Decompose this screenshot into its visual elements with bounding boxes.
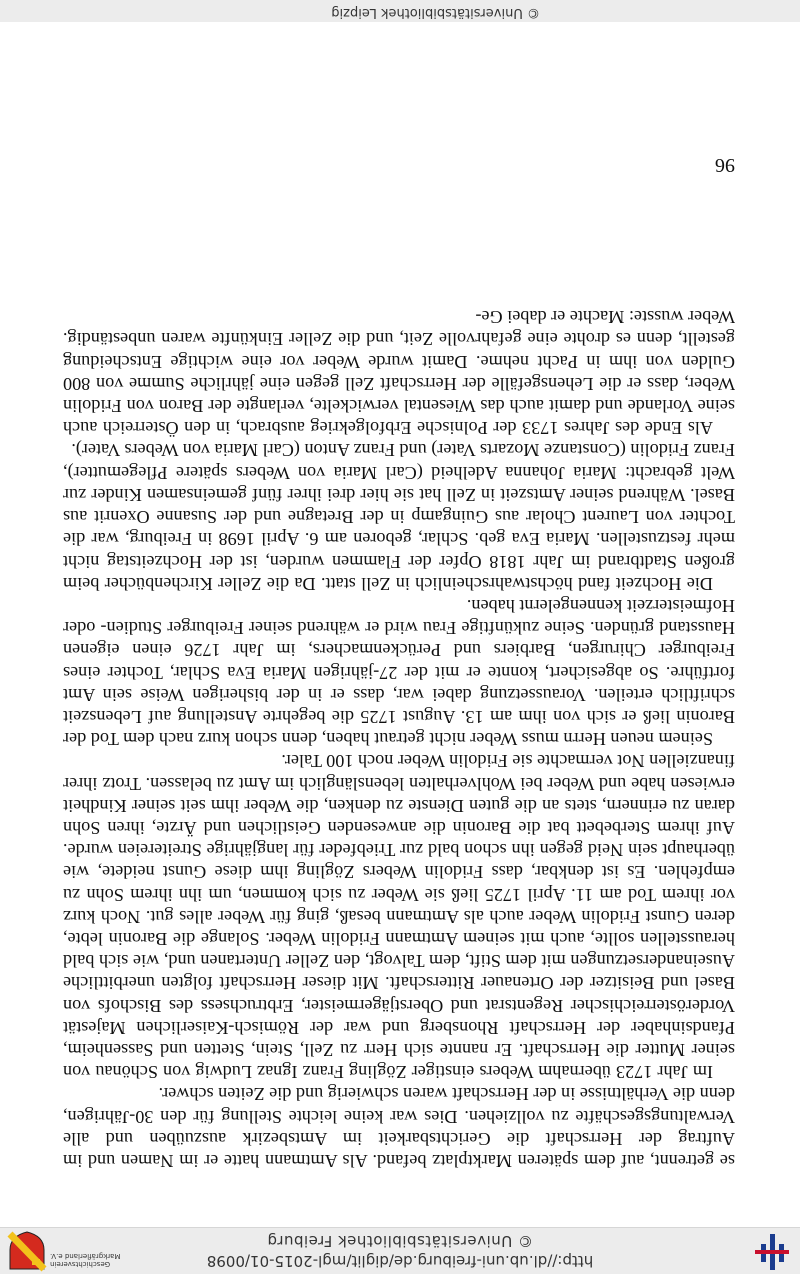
paragraph: Im Jahr 1723 übernahm Webers einstiger Zögling Franz Ignaz Ludwig von Schönau von seiner Mutter die Herrschaft. Er nannte sich Herr zu Zell, Stein, Stetten und Sassenheim, Pfandsinhaber der Herrschaft Rhonsberg und war der Römisch-Kaiserlichen Majestät Vorderösterreichischer Regentsrat und Oberstjägermeister, Erbtruchsess des Bischofs von Basel und Beisitzer der Ortenauer Ritterschaft. Mit dieser Herrschaft folgten unerbittliche Auseinandersetzungen mit dem Stift, dem Talvogt, den Zeller Untertanen und, wie sich bald herausstellen sollte, auch mit seinem Amtmann Fridolin Weber. Solange die Baronin lebte, deren Gunst Fridolin Weber auch als Amtmann besaß, ging für Weber alles gut. Noch kurz vor ihrem Tod am 11. April 1725 ließ sie Weber zu sich kommen, um ihn ihrem Sohn zu empfehlen. Es ist denkbar, dass Fridolin Webers Zögling ihm diese Gunst neidete, wie überhaupt sein Neid gegen ihn schon bald zur Triebfeder für langjährige Streitereien wurde. Auf ihrem Sterbebett bat die Baronin die anwesenden Geistlichen und Ärzte, ihren Sohn daran zu erinnern, stets an die guten Dienste zu denken, die Weber ihm seit seiner Kindheit erwiesen habe und Weber bei Wohlverhalten lebenslänglich im Amt zu belassen. Trotz ihrer finanziellen Not vermachte sie Fridolin Weber noch 100 Taler. [63,751,735,1083]
logo-caption: Geschichtsverein Markgräflerland e.V. [50,1252,121,1268]
paragraph: Die Hochzeit fand höchstwahrscheinlich in Zell statt. Da die Zeller Kirchenbücher beim großen Stadtbrand im Jahr 1818 Opfer der Flammen wurden, ist der Hochzeitstag nicht mehr festzustellen. Maria Eva geb. Schlar, geboren am 6. April 1698 in Freiburg, war die Tochter von Laurent Cholar aus Guingamp in der Bretagne und der Susanne Oxenrit aus Basel. Während seiner Amtszeit in Zell hat sie hier drei ihrer fünf gemeinsamen Kinder zur Welt gebracht: Maria Johanna Adelheid (Carl Maria von Webers spätere Pflegemutter), Franz Fridolin (Constanze Mozarts Vater) und Franz Anton (Carl Maria von Webers Vater). [63,440,735,594]
viewer-copyright: © Universitätsbibliothek Freiburg [267,1232,533,1250]
viewer-url[interactable]: http://dl.ub.uni-freiburg.de/diglit/mgl-2015-01/0098 [206,1252,594,1270]
paragraph: Als Ende des Jahres 1733 der Polnische Erbfolgekrieg ausbrach, in den Österreich auch seine Vorlande und damit auch das Wiesental verwickelte, verlangte der Baron von Fridolin Weber, dass er die Lehensgefälle der Herrschaft Zell gegen eine jährliche Summe von 800 Gulden von ihm in Pacht nehme. Damit wurde Weber vor eine wichtige Entscheidung gestellt, denn es drohte eine gefahrvolle Zeit, und die Zeller Einkünfte waren unbeständig. Weber wusste: Machte er dabei Ge- [63,307,735,439]
paragraph: Seinem neuen Herrn muss Weber nicht getraut haben, denn schon kurz nach dem Tod der Baronin ließ er sich von ihm am 13. August 1725 die begehrte Anstellung auf Lebenszeit schriftlich erteilen. Voraussetzung dabei war, dass er in der bisherigen Weise sein Amt fortführe. So abgesichert, konnte er mit der 27-jährigen Maria Eva Schlar, Tochter eines Freiburger Chirurgen, Barbiers und Perückenmachers, im Jahr 1726 einen eigenen Hausstand gründen. Seine zukünftige Frau wird er während seiner Freiburger Studien- oder Hofmeisterzeit kennengelernt haben. [63,595,735,750]
viewer-footer [0,0,800,22]
text-body [63,306,735,1172]
crest-icon [6,1230,48,1272]
footer-text: © Universitätsbibliothek Leipzig [331,5,540,20]
geschichtsverein-logo [6,1230,121,1272]
viewer-header [0,1227,800,1274]
page-number: 96 [715,154,735,176]
paragraph: se getrennt, auf dem späteren Marktplatz befand. Als Amtmann hatte er im Namen und im Auftrag der Herrschaft die Gerichtsbarkeit im Amtsbezirk auszuüben und alle Verwaltungsgeschäfte zu vollziehen. Dies war keine leichte Stellung für den 30-Jährigen, denn die Verhältnisse in der Herrschaft waren schwierig und die Zeiten schwer. [63,1084,735,1171]
ub-freiburg-logo-icon [752,1230,792,1272]
